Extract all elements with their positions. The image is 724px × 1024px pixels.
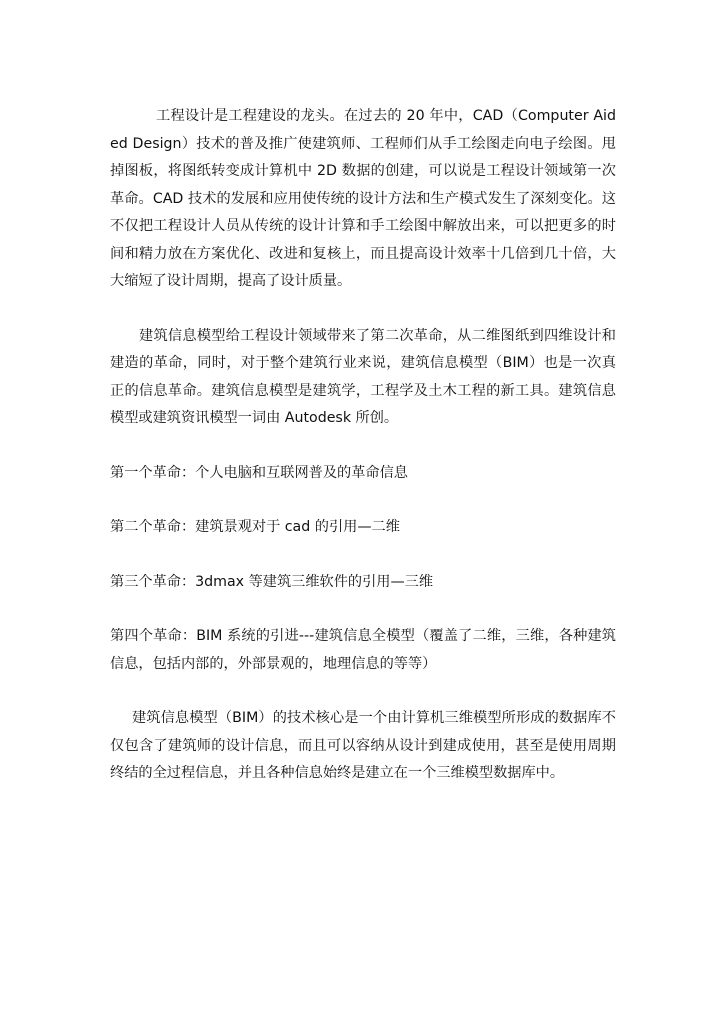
paragraph-fourth-revolution: 第四个革命：BIM 系统的引进---建筑信息全模型（覆盖了二维，三维，各种建筑信息，包括内部的，外部景观的，地理信息的等等） xyxy=(110,628,616,672)
paragraph-bim-revolution: 建筑信息模型给工程设计领域带来了第二次革命，从二维图纸到四维设计和建造的革命，同时，对于整个建筑行业来说，建筑信息模型（BIM）也是一次真正的信息革命。建筑信息模型是建筑学，工程学及土木工程的新工具。建筑信息模型或建筑资讯模型一词由 Autodesk 所创。 xyxy=(110,327,616,426)
paragraph-first-revolution: 第一个革命：个人电脑和互联网普及的革命信息 xyxy=(110,464,408,481)
paragraph-second-revolution: 第二个革命：建筑景观对于 cad 的引用—二维 xyxy=(110,519,400,535)
paragraph-cad-revolution: 工程设计是工程建设的龙头。在过去的 20 年中，CAD（Computer Aided Design）技术的普及推广使建筑师、工程师们从手工绘图走向电子绘图。甩掉图板，将图纸转变成计算机中 2D 数据的创建，可以说是工程设计领域第一次革命。CAD 技术的发展和应用使传统的设计方法和生产模式发生了深刻变化。这不仅把工程设计人员从传统的设计计算和手工绘图中解放出来，可以把更多的时间和精力放在方案优化、改进和复核上，而且提高设计效率十几倍到几十倍，大大缩短了设计周期，提高了设计质量。 xyxy=(110,108,616,289)
document-body xyxy=(110,103,616,788)
paragraph-third-revolution: 第三个革命：3dmax 等建筑三维软件的引用—三维 xyxy=(110,573,434,590)
paragraph-bim-core: 建筑信息模型（BIM）的技术核心是一个由计算机三维模型所形成的数据库不仅包含了建筑师的设计信息，而且可以容纳从设计到建成使用，甚至是使用周期终结的全过程信息，并且各种信息始终是建立在一个三维模型数据库中。 xyxy=(110,710,616,781)
